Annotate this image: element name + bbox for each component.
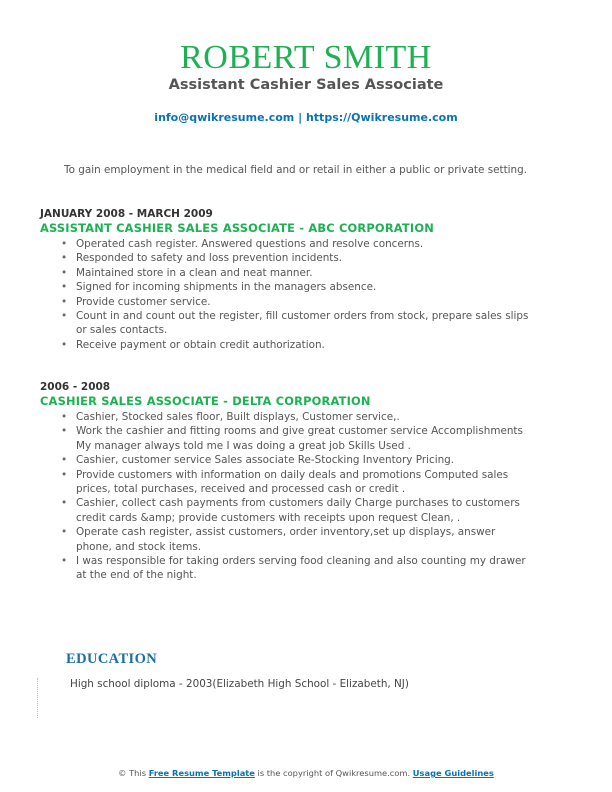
education-entry: High school diploma - 2003(Elizabeth High School - Elizabeth, NJ) bbox=[70, 678, 409, 690]
job-role: CASHIER SALES ASSOCIATE - DELTA CORPORATION bbox=[40, 394, 371, 408]
job-duties bbox=[40, 237, 560, 352]
list-item: • Work the cashier and fitting rooms and give great customer service Accomplishments My manager always told me I was doing a great job Skills Used . bbox=[40, 424, 560, 453]
footer-middle: is the copyright of Qwikresume.com. bbox=[254, 768, 413, 778]
list-item: • I was responsible for taking orders serving food cleaning and also counting my drawer at the end of the night. bbox=[40, 554, 560, 583]
list-item: • Count in and count out the register, fill customer orders from stock, prepare sales slips or sales contacts. bbox=[40, 309, 560, 338]
job-date: JANUARY 2008 - MARCH 2009 bbox=[40, 208, 213, 220]
list-item: • Cashier, customer service Sales associate Re-Stocking Inventory Pricing. bbox=[40, 453, 560, 467]
contact-line bbox=[0, 111, 612, 124]
free-resume-template-link[interactable]: Free Resume Template bbox=[148, 768, 255, 778]
list-item: • Maintained store in a clean and neat manner. bbox=[40, 266, 560, 280]
list-item: • Cashier, collect cash payments from customers daily Charge purchases to customers credit cards &amp; provide customers with receipts upon request Clean, . bbox=[40, 496, 560, 525]
experience-entry bbox=[40, 380, 560, 583]
list-item: • Cashier, Stocked sales floor, Built displays, Customer service,. bbox=[40, 410, 560, 424]
candidate-title: Assistant Cashier Sales Associate bbox=[168, 77, 444, 93]
list-item: • Operate cash register, assist customers, order inventory,set up displays, answer phone, and stock items. bbox=[40, 525, 560, 554]
copyright-footer bbox=[0, 768, 612, 778]
list-item: • Receive payment or obtain credit authorization. bbox=[40, 338, 560, 352]
candidate-name: ROBERT SMITH bbox=[180, 39, 432, 76]
usage-guidelines-link[interactable]: Usage Guidelines bbox=[412, 768, 494, 778]
job-role: ASSISTANT CASHIER SALES ASSOCIATE - ABC CORPORATION bbox=[40, 221, 434, 235]
list-item: • Provide customers with information on daily deals and promotions Computed sales prices, total purchases, received and processed cash or credit . bbox=[40, 468, 560, 497]
list-item: • Provide customer service. bbox=[40, 295, 560, 309]
education-heading: EDUCATION bbox=[66, 651, 158, 667]
email-link[interactable]: info@qwikresume.com bbox=[154, 111, 295, 124]
job-duties bbox=[40, 410, 560, 583]
contact-separator: | bbox=[294, 111, 306, 124]
objective-summary: To gain employment in the medical field and or retail in either a public or private setting. bbox=[64, 164, 528, 176]
website-link[interactable]: https://Qwikresume.com bbox=[305, 111, 458, 124]
job-date: 2006 - 2008 bbox=[40, 381, 111, 393]
list-item: • Operated cash register. Answered questions and resolve concerns. bbox=[40, 237, 560, 251]
experience-entry bbox=[40, 207, 560, 352]
footer-prefix: © This bbox=[118, 768, 149, 778]
list-item: • Signed for incoming shipments in the managers absence. bbox=[40, 280, 560, 294]
education-divider bbox=[37, 678, 38, 718]
list-item: • Responded to safety and loss prevention incidents. bbox=[40, 251, 560, 265]
